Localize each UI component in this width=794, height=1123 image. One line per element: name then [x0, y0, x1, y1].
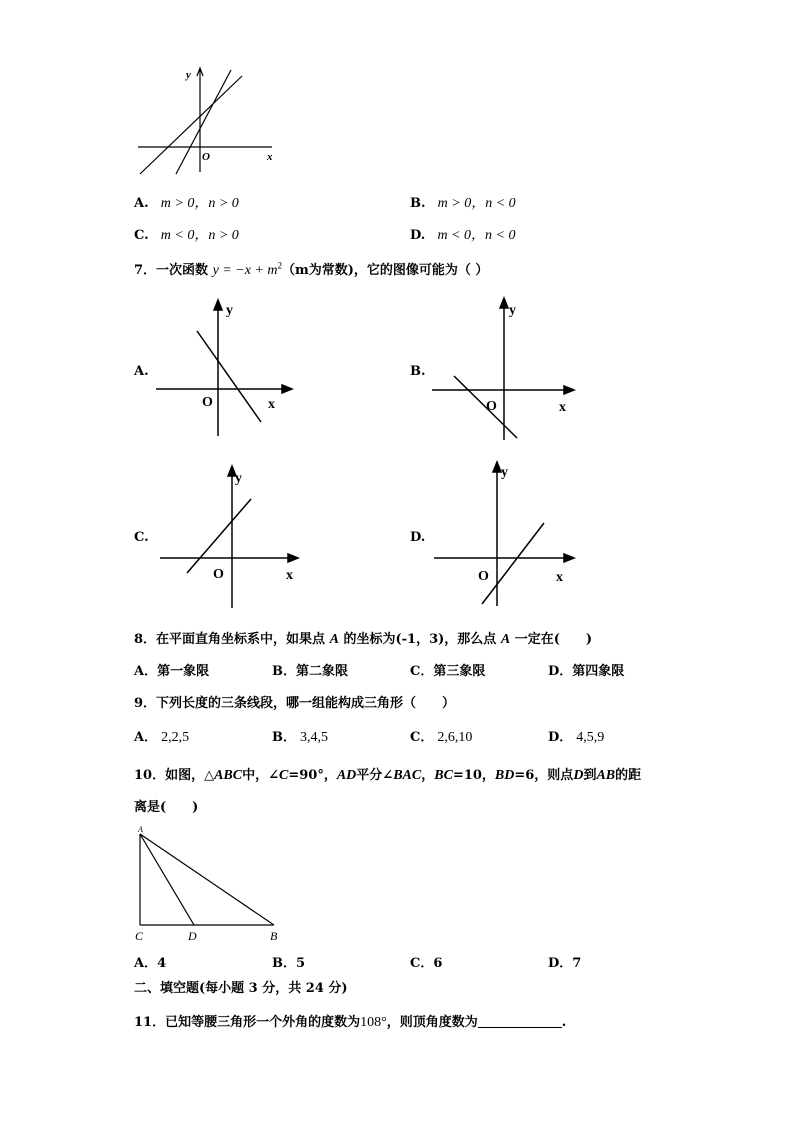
label-a: A	[138, 825, 143, 834]
q10-text-7: =6，则点	[514, 768, 574, 783]
label-b: B	[270, 929, 278, 943]
option-label: D.	[410, 228, 426, 243]
q6-y-label: y	[186, 69, 191, 81]
x-arrow	[564, 554, 574, 562]
q10-text-6: =10，	[452, 768, 495, 783]
q10-bac: BAC	[393, 768, 422, 783]
q7-graph-b[interactable]	[428, 292, 588, 444]
x-arrow	[564, 386, 574, 394]
y-arrow	[500, 298, 508, 308]
q9-option-a[interactable]	[134, 726, 189, 746]
question-number: 8．	[134, 632, 157, 647]
option-text: 6	[433, 956, 443, 971]
function-line	[187, 499, 251, 573]
q8-coord: -1，3)	[401, 632, 445, 647]
q8-text-2: 的坐标为(	[343, 632, 402, 647]
option-text: 2,2,5	[161, 730, 190, 745]
q10-text-8: 到	[583, 768, 597, 783]
option-label: D．	[548, 664, 573, 679]
q7-text-after: （m为常数)，它的图像可能为（ ）	[281, 263, 489, 278]
q8-point-a-2: A	[500, 632, 511, 647]
q9-stem	[134, 692, 455, 711]
q6-option-a[interactable]	[134, 192, 239, 212]
q10-text-1: 如图，△	[165, 768, 215, 783]
option-text: 4,5,9	[576, 730, 605, 745]
q7-option-d-label[interactable]: D.	[410, 530, 426, 545]
q11-text-after: ，则顶角度数为	[386, 1015, 478, 1030]
q7-option-a-label[interactable]: A.	[134, 364, 149, 379]
origin-label: O	[486, 399, 497, 414]
x-arrow	[282, 385, 292, 393]
question-number: 9．	[134, 696, 157, 711]
q7-formula: y = −x + m	[212, 263, 278, 278]
q10-text-3: =90°，	[288, 768, 337, 783]
option-label: B.	[410, 196, 426, 211]
q6-origin-label: O	[202, 151, 210, 163]
y-label: y	[509, 303, 516, 318]
q6-graph	[130, 62, 290, 182]
option-label: D．	[548, 730, 573, 745]
q8-text-3: ，那么点	[444, 632, 497, 647]
q8-stem	[134, 628, 592, 648]
x-arrow	[288, 554, 298, 562]
option-label: A.	[134, 196, 149, 211]
q9-option-d[interactable]	[548, 726, 604, 746]
option-text: 第三象限	[433, 664, 486, 679]
option-text: 第四象限	[572, 664, 625, 679]
option-text: m < 0，n > 0	[160, 228, 239, 243]
question-number: 7．	[134, 263, 157, 278]
q10-ad: AD	[336, 768, 357, 783]
q10-option-d[interactable]	[548, 952, 581, 971]
q6-option-c[interactable]	[134, 224, 239, 244]
q10-triangle-figure	[128, 822, 288, 944]
y-label: y	[235, 471, 242, 486]
q9-option-c[interactable]	[410, 726, 472, 746]
option-text: 第二象限	[296, 664, 349, 679]
q7-graph-a[interactable]	[150, 296, 300, 442]
q10-option-c[interactable]	[410, 952, 442, 971]
q10-text-9: 的距	[615, 768, 642, 783]
q10-option-a[interactable]	[134, 952, 166, 971]
q10-abc: ABC	[214, 768, 243, 783]
side-ab	[140, 834, 274, 925]
q8-option-b[interactable]	[272, 660, 348, 679]
q11-angle: 108°	[360, 1015, 387, 1030]
q7-graph-d[interactable]	[428, 456, 588, 610]
option-label: A．	[134, 664, 158, 679]
option-text: m > 0，n < 0	[437, 196, 516, 211]
question-number: 11．	[134, 1015, 166, 1030]
option-label: C．	[410, 956, 434, 971]
option-label: B．	[272, 730, 296, 745]
option-text: 3,4,5	[300, 730, 328, 745]
option-label: C．	[410, 730, 434, 745]
origin-label: O	[213, 567, 224, 582]
q6-x-label: x	[267, 151, 273, 163]
q8-option-a[interactable]	[134, 660, 209, 679]
q10-bd: BD	[494, 768, 515, 783]
q7-graph-c[interactable]	[154, 462, 304, 610]
q10-c: C	[279, 768, 289, 783]
label-c: C	[135, 929, 144, 943]
q10-text-4: 平分∠	[356, 768, 394, 783]
option-label: C.	[134, 228, 149, 243]
option-label: B．	[272, 956, 296, 971]
question-number: 10．	[134, 768, 166, 783]
option-label: A．	[134, 730, 158, 745]
q7-formula-sup: 2	[277, 260, 282, 271]
option-text: 2,6,10	[437, 730, 473, 745]
section-title: 二、填空题(每小题 3 分，共 24 分)	[134, 981, 348, 996]
q11-stem	[134, 1011, 566, 1031]
q8-text-1: 在平面直角坐标系中，如果点	[156, 632, 326, 647]
q6-line-1	[140, 76, 242, 174]
q10-option-b[interactable]	[272, 952, 305, 971]
y-arrow	[214, 300, 222, 310]
q10-d: D	[573, 768, 584, 783]
y-label: y	[501, 465, 508, 480]
label-d: D	[188, 929, 197, 943]
q7-text-before: 一次函数	[156, 263, 209, 278]
option-text: 7	[572, 956, 582, 971]
q7-stem	[134, 259, 488, 279]
q11-answer-blank[interactable]	[478, 1015, 562, 1028]
q8-option-c[interactable]	[410, 660, 485, 679]
option-label: B．	[272, 664, 296, 679]
x-label: x	[286, 568, 293, 583]
option-label: C．	[410, 664, 434, 679]
q6-option-b[interactable]	[410, 192, 516, 212]
x-label: x	[556, 570, 563, 585]
option-text: m < 0，n < 0	[437, 228, 516, 243]
origin-label: O	[202, 395, 213, 410]
q8-text-4: 一定在( )	[514, 632, 592, 647]
q7-option-c-label[interactable]: C.	[134, 530, 149, 545]
q10-text-2: 中，∠	[242, 768, 280, 783]
y-arrow	[493, 462, 501, 472]
q8-option-d[interactable]	[548, 660, 624, 679]
option-text: 4	[157, 956, 167, 971]
option-text: m > 0，n > 0	[160, 196, 239, 211]
option-text: 第一象限	[157, 664, 210, 679]
q11-text-before: 已知等腰三角形一个外角的度数为	[165, 1015, 361, 1030]
x-label: x	[268, 397, 275, 412]
origin-label: O	[478, 569, 489, 584]
option-label: A．	[134, 956, 158, 971]
option-text: 5	[296, 956, 306, 971]
q10-bc: BC	[434, 768, 453, 783]
q7-option-b-label[interactable]: B.	[410, 364, 426, 379]
function-line	[482, 523, 544, 604]
q9-option-b[interactable]	[272, 726, 328, 746]
q10-ab: AB	[596, 768, 616, 783]
q10-text-5: ，	[421, 768, 435, 783]
x-label: x	[559, 400, 566, 415]
bisector-ad	[140, 834, 194, 925]
option-label: D．	[548, 956, 573, 971]
q6-option-d[interactable]	[410, 224, 516, 244]
q8-point-a: A	[329, 632, 339, 647]
y-label: y	[226, 303, 233, 318]
q10-stem-line1	[134, 764, 641, 784]
q10-stem-line2: 离是( )	[134, 800, 199, 815]
q9-text: 下列长度的三条线段，哪一组能构成三角形（ ）	[156, 696, 456, 711]
q11-end: .	[561, 1015, 567, 1030]
